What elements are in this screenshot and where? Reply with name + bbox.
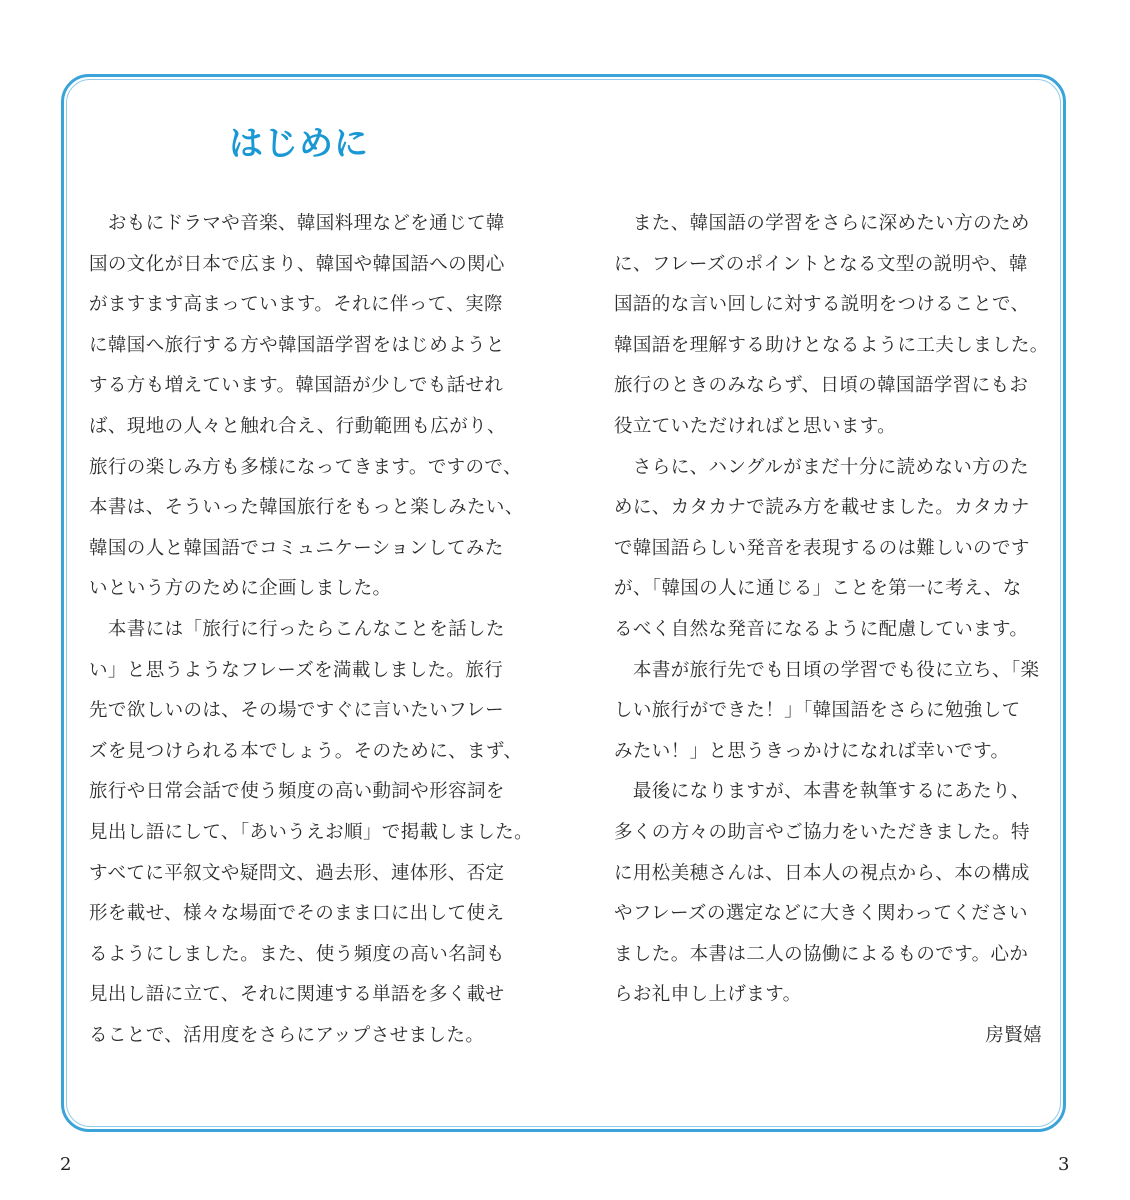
right-column bbox=[614, 204, 1064, 1056]
text-line: がますます高まっています。それに伴って、実際 bbox=[89, 294, 503, 316]
text-line: ることで、活用度をさらにアップさせました。 bbox=[89, 1024, 485, 1046]
text-line: すべてに平叙文や疑問文、過去形、連体形、否定 bbox=[89, 862, 505, 884]
text-line: いという方のために企画しました。 bbox=[89, 578, 392, 600]
text-line: する方も増えています。韓国語が少しでも話せれ bbox=[89, 375, 504, 397]
text-line: 韓国語を理解する助けとなるように工夫しました。 bbox=[614, 334, 1049, 356]
text-line: また、韓国語の学習をさらに深めたい方のため bbox=[614, 213, 1030, 234]
text-line: らお礼申し上げます。 bbox=[614, 984, 802, 1006]
text-line: るようにしました。また、使う頻度の高い名詞も bbox=[89, 943, 505, 965]
text-line: 見出し語にして、「あいうえお順」で掲載しました。 bbox=[89, 821, 533, 843]
author-name: 房賢嬉 bbox=[985, 1024, 1042, 1046]
text-line: に、フレーズのポイントとなる文型の説明や、韓 bbox=[614, 253, 1028, 275]
text-line: 見出し語に立て、それに関連する単語を多く載せ bbox=[89, 984, 505, 1006]
text-line: さらに、ハングルがまだ十分に読めない方のた bbox=[614, 456, 1029, 478]
text-line: い」と思うようなフレーズを満載しました。旅行 bbox=[89, 659, 504, 681]
text-line: おもにドラマや音楽、韓国料理などを通じて韓 bbox=[89, 213, 505, 234]
text-line: 旅行のときのみならず、日頃の韓国語学習にもお bbox=[614, 375, 1029, 397]
text-line: やフレーズの選定などに大きく関わってください bbox=[614, 903, 1028, 925]
text-line: 役立ていただければと思います。 bbox=[614, 415, 897, 437]
text-line: 国語的な言い回しに対する説明をつけることで、 bbox=[614, 294, 1030, 316]
text-line: るべく自然な発音になるように配慮しています。 bbox=[614, 618, 1029, 640]
text-line: が、「韓国の人に通じる」ことを第一に考え、な bbox=[614, 578, 1022, 600]
text-line: ました。本書は二人の協働によるものです。心か bbox=[614, 943, 1029, 965]
text-line: 本書が旅行先でも日頃の学習でも役に立ち、「楽 bbox=[614, 659, 1040, 681]
text-line: 最後になりますが、本書を執筆するにあたり、 bbox=[614, 781, 1030, 803]
page-title: はじめに bbox=[229, 124, 369, 164]
text-line: ズを見つけられる本でしょう。そのために、まず、 bbox=[89, 740, 523, 762]
text-line: しい旅行ができた！」「韓国語をさらに勉強して bbox=[614, 700, 1021, 722]
text-line: に韓国へ旅行する方や韓国語学習をはじめようと bbox=[89, 334, 505, 356]
text-line: 本書は、そういった韓国旅行をもっと楽しみたい、 bbox=[89, 497, 524, 519]
text-line: 国の文化が日本で広まり、韓国や韓国語への関心 bbox=[89, 253, 505, 275]
text-line: 先で欲しいのは、その場ですぐに言いたいフレー bbox=[89, 700, 505, 722]
text-line: に用松美穂さんは、日本人の視点から、本の構成 bbox=[614, 862, 1030, 884]
text-line: 旅行や日常会話で使う頻度の高い動詞や形容詞を bbox=[89, 781, 505, 803]
left-column bbox=[89, 204, 539, 1056]
text-line: ば、現地の人々と触れ合え、行動範囲も広がり、 bbox=[89, 415, 506, 437]
text-line: 多くの方々の助言やご協力をいただきました。特 bbox=[614, 821, 1030, 843]
text-line: 韓国の人と韓国語でコミュニケーションしてみた bbox=[89, 537, 504, 559]
page-number-left: 2 bbox=[60, 1154, 72, 1175]
page-number-right: 3 bbox=[1058, 1154, 1070, 1175]
text-line: めに、カタカナで読み方を載せました。カタカナ bbox=[614, 497, 1030, 519]
text-line: 形を載せ、様々な場面でそのまま口に出して使え bbox=[89, 903, 505, 925]
text-line: で韓国語らしい発音を表現するのは難しいのです bbox=[614, 537, 1030, 559]
text-line: 旅行の楽しみ方も多様になってきます。ですので、 bbox=[89, 456, 522, 478]
text-line: みたい！」と思うきっかけになれば幸いです。 bbox=[614, 740, 1010, 762]
text-line: 本書には「旅行に行ったらこんなことを話した bbox=[89, 618, 505, 640]
